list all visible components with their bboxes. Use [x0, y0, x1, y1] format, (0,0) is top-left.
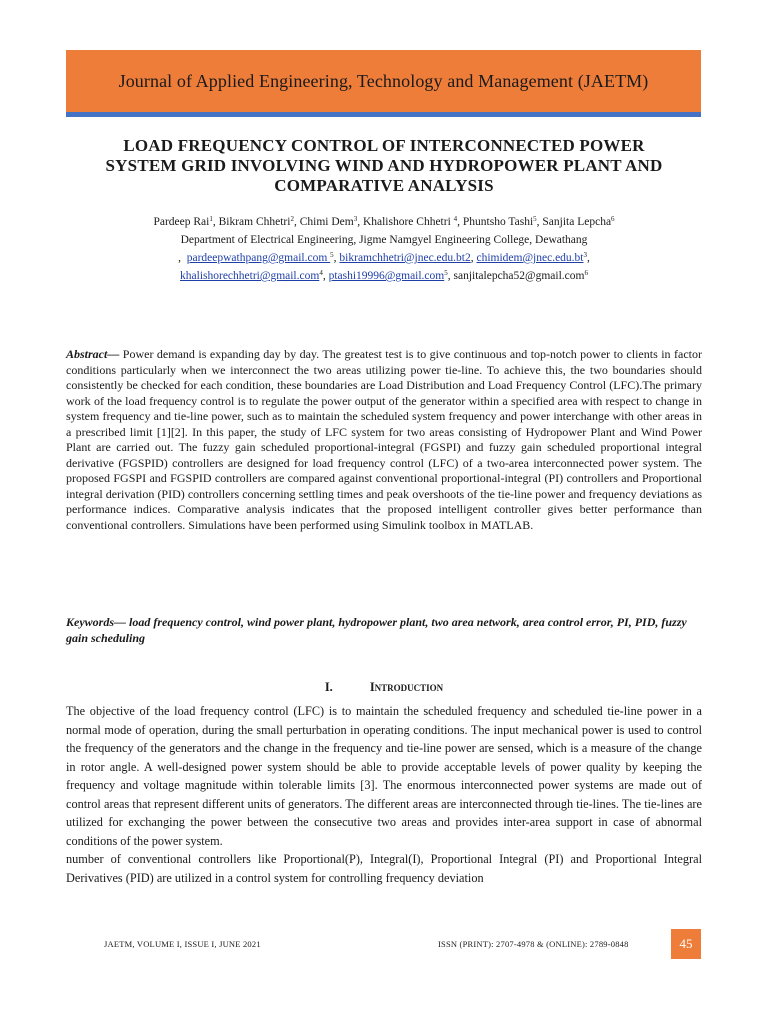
author-sup: 3 [353, 215, 358, 223]
author-name: Khalishore Chhetri [362, 216, 454, 228]
author-name: Phuntsho Tashi [462, 216, 534, 228]
email-sup: 5 [444, 269, 448, 277]
author-block [60, 213, 708, 285]
body-paragraph: The objective of the load frequency control (LFC) is to maintain the scheduled frequency and scheduled tie-line power in a normal mode of operation, during the small perturbation in operating conditions. The input mechanical power is used to control the frequency of the generators and the change in the frequency and tie-line power are sensed, which is a measure of the change in rotor angle. A well-designed power system should be able to provide acceptable levels of power quality by keeping the frequency and voltage magnitude within tolerable limits [3]. The enormous interconnected power systems are made out of control areas that represent different units of generators. The different areas are interconnected through tie-lines. The tie-lines are utilized for exchanging the power between the consecutive two areas and provides inter-area support in case of abnormal conditions of the power system. [66, 704, 702, 848]
paper-title [60, 136, 708, 196]
title-line: COMPARATIVE ANALYSIS [274, 176, 494, 195]
body-text [66, 702, 702, 887]
journal-name: Journal of Applied Engineering, Technology and Management (JAETM) [118, 70, 649, 91]
keywords: Keywords— load frequency control, wind power plant, hydropower plant, two area network, area control error, PI, PID, fuzzy gain scheduling [66, 615, 687, 645]
footer-volume: JAETM, VOLUME I, ISSUE I, JUNE 2021 [104, 939, 261, 949]
author-name: Bikram Chhetri [218, 216, 291, 228]
author-sup: 6 [611, 215, 615, 223]
author-sup: 1 [209, 215, 213, 223]
email-link[interactable]: pardeepwathpang@gmail.com [186, 252, 331, 264]
section-title: Introduction [369, 680, 444, 694]
author-name: Sanjita Lepcha [542, 216, 612, 228]
page-number: 45 [671, 929, 701, 959]
section-number: I. [324, 680, 333, 694]
title-line: LOAD FREQUENCY CONTROL OF INTERCONNECTED POWER [123, 136, 645, 155]
author-list: Pardeep Rai$^1$, Bikram Chhetri$^2$, Chimi Dem$^3$, Khalishore Chhetri $^4$, Phuntsho Tashi$^5$, Sanjita Lepcha$^6$ [153, 215, 615, 228]
journal-banner [66, 50, 701, 112]
author-sup: 4 [453, 215, 458, 223]
email-sup: 6 [584, 269, 588, 277]
email-sup: 4 [319, 269, 323, 277]
abstract [66, 347, 702, 533]
author-sup: 2 [290, 215, 294, 223]
footer-issn: ISSN (PRINT): 2707-4978 & (ONLINE): 2789-0848 [438, 939, 629, 949]
affiliation: Department of Electrical Engineering, Jigme Namgyel Engineering College, Dewathang [180, 234, 588, 246]
banner-rule [66, 112, 701, 117]
email-link[interactable]: chimidem@jnec.edu.bt [476, 252, 584, 264]
email-link[interactable]: bikramchhetri@jnec.edu.bt2 [339, 252, 471, 264]
abstract-lead: Abstract— [66, 347, 120, 361]
email-text: sanjitalepcha52@gmail.com [453, 270, 585, 282]
author-name: Chimi Dem [299, 216, 354, 228]
email-link[interactable]: khalishorechhetri@gmail.com [180, 270, 320, 282]
email-line-1: , pardeepwathpang@gmail.com $^5$, bikramchhetri@jnec.edu.bt2, $chimidem@jnec.edu.bt^3$, [178, 251, 590, 264]
author-sup: 5 [533, 215, 537, 223]
body-paragraph: number of conventional controllers like Proportional(P), Integral(I), Proportional Integral (PI) and Proportional Integral Derivatives (PID) are utilized in a control system for controlling frequency deviation [66, 852, 702, 885]
email-sup: 3 [583, 251, 588, 259]
author-name: Pardeep Rai [153, 216, 210, 228]
email-link[interactable]: ptashi19996@gmail.com [328, 270, 445, 282]
section-heading [60, 680, 708, 695]
email-sup: 5 [330, 251, 334, 259]
email-line-2: khalishorechhetri@gmail.com$^4$, ptashi19996@gmail.com$^5$, sanjitalepcha52@gmail.com$^6$ [180, 269, 588, 282]
title-line: SYSTEM GRID INVOLVING WIND AND HYDROPOWER PLANT AND [105, 156, 663, 175]
abstract-text: Power demand is expanding day by day. The greatest test is to give continuous and top-notch power to clients in factor conditions particularly when we interconnect the two areas utilizing power tie-line. To achieve this, the two boundaries should consistently be checked for each condition, these boundaries are Load Distribution and Load Frequency Control (LFC).The primary work of the load frequency control is to regulate the power output of the generator within a specified area with respect to change in system frequency and tie-line power, such as to maintain the scheduled system frequency and power interchange with other areas in a prescribed limit [1][2]. In this paper, the study of LFC system for two areas consisting of Hydropower Plant and Wind Power Plant are carried out. The fuzzy gain scheduled proportional-integral (FGSPI) and fuzzy gain scheduled proportional integral derivative (FGSPID) controllers are designed for load frequency control (LFC) of a two-area interconnected power system. The proposed FGSPI and FGSPID controllers are compared against conventional proportional-integral (PI) controllers and Proportional integral derivation (PID) controllers concerning settling times and peak overshoots of the tie-line power and frequency deviations as performance indices. Comparative analysis indicates that the proposed intelligent controller gives better performance than conventional controllers. Simulations have been performed using Simulink toolbox in MATLAB. [66, 347, 702, 532]
